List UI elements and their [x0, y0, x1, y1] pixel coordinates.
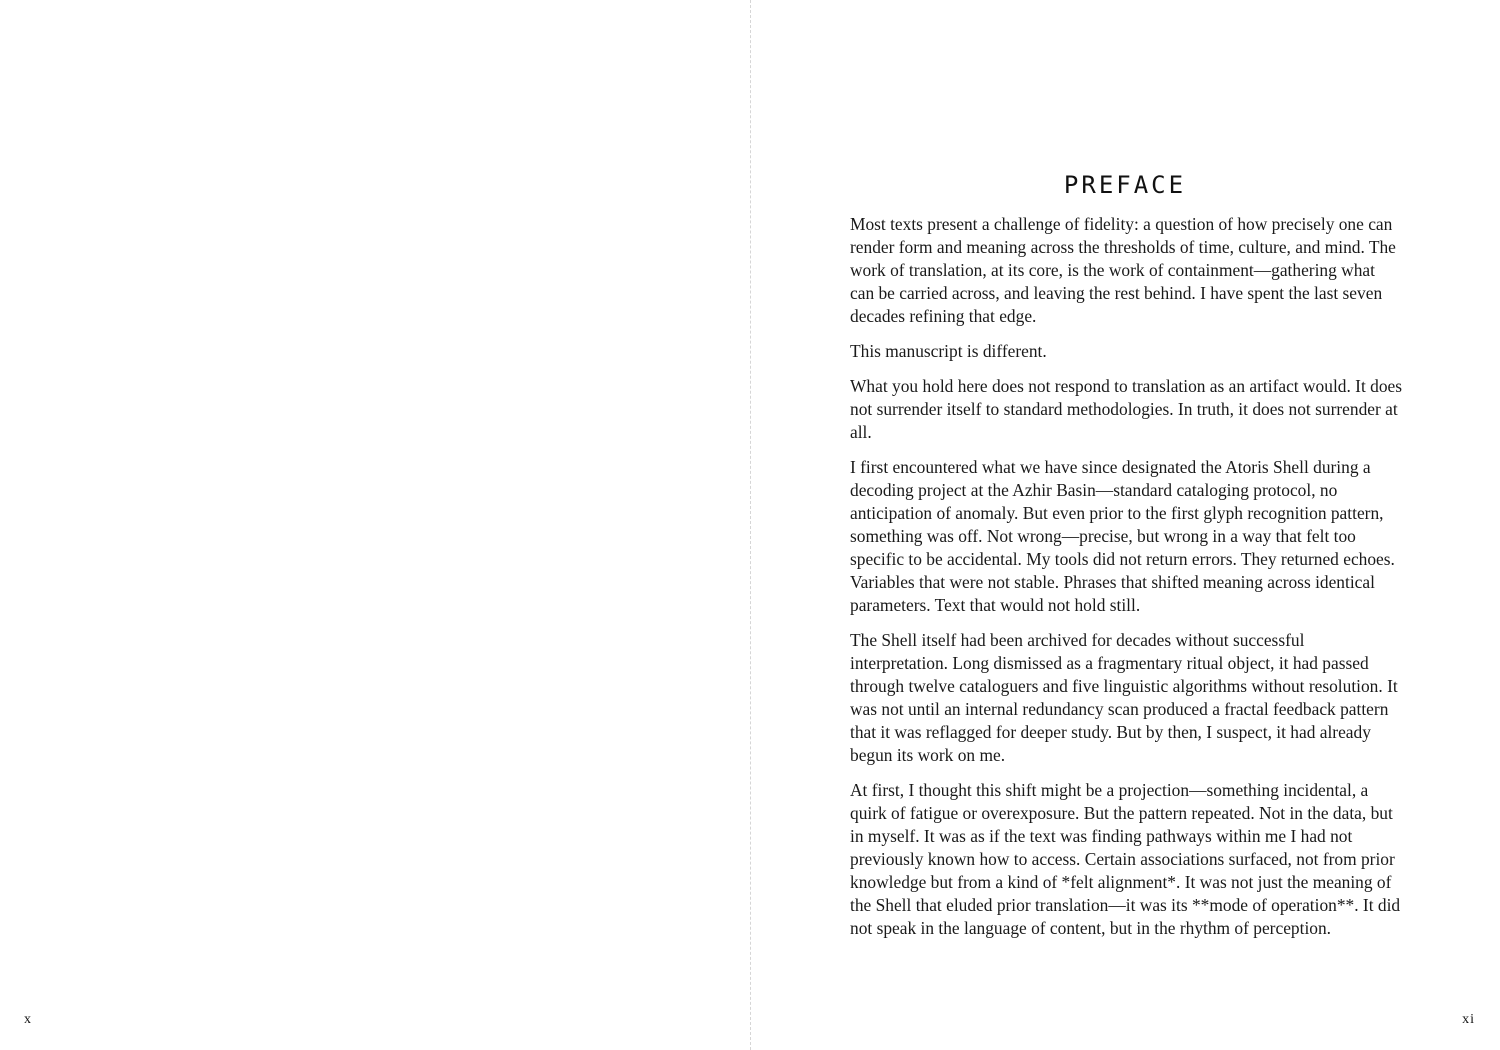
preface-paragraph: I first encountered what we have since designated the Atoris Shell during a decoding project at the Azhir Basin—standard cataloging protocol, no anticipation of anomaly. But even prior to the first glyph recognition pattern, something was off. Not wrong—precise, but wrong in a way that felt too specific to be accidental. My tools did not return errors. They returned echoes. Variables that were not stable. Phrases that shifted meaning across identical parameters. Text that would not hold still.	[850, 457, 1395, 615]
right-page-number: xi	[1462, 1012, 1475, 1027]
preface-paragraph: At first, I thought this shift might be a projection—something incidental, a quirk of fatigue or overexposure. But the pattern repeated. Not in the data, but in myself. It was as if the text was finding pathways within me I had not previously known how to access. Certain associations surfaced, not from prior knowledge but from a kind of *felt alignment*. It was not just the meaning of the Shell that eluded prior translation—it was its **mode of operation**. It did not speak in the language of content, but in the rhythm of perception.	[850, 780, 1401, 938]
preface-paragraph: What you hold here does not respond to translation as an artifact would. It does not surrender itself to standard methodologies. In truth, it does not surrender at all.	[850, 376, 1403, 442]
preface-title: PREFACE	[1063, 171, 1187, 199]
right-page	[751, 0, 1500, 1050]
preface-paragraph: This manuscript is different.	[850, 341, 1047, 361]
preface-paragraph: The Shell itself had been archived for decades without successful interpretation. Long dismissed as a fragmentary ritual object, it had passed through twelve cataloguers and five linguistic algorithms without resolution. It was not until an internal redundancy scan produced a fractal feedback pattern that it was reflagged for deeper study. But by then, I suspect, it had already begun its work on me.	[850, 630, 1398, 765]
preface-body	[850, 213, 1402, 952]
left-page-number: x	[24, 1012, 32, 1027]
preface-paragraph: Most texts present a challenge of fidelity: a question of how precisely one can render form and meaning across the thresholds of time, culture, and mind. The work of translation, at its core, is the work of containment—gathering what can be carried across, and leaving the rest behind. I have spent the last seven decades refining that edge.	[850, 214, 1396, 326]
